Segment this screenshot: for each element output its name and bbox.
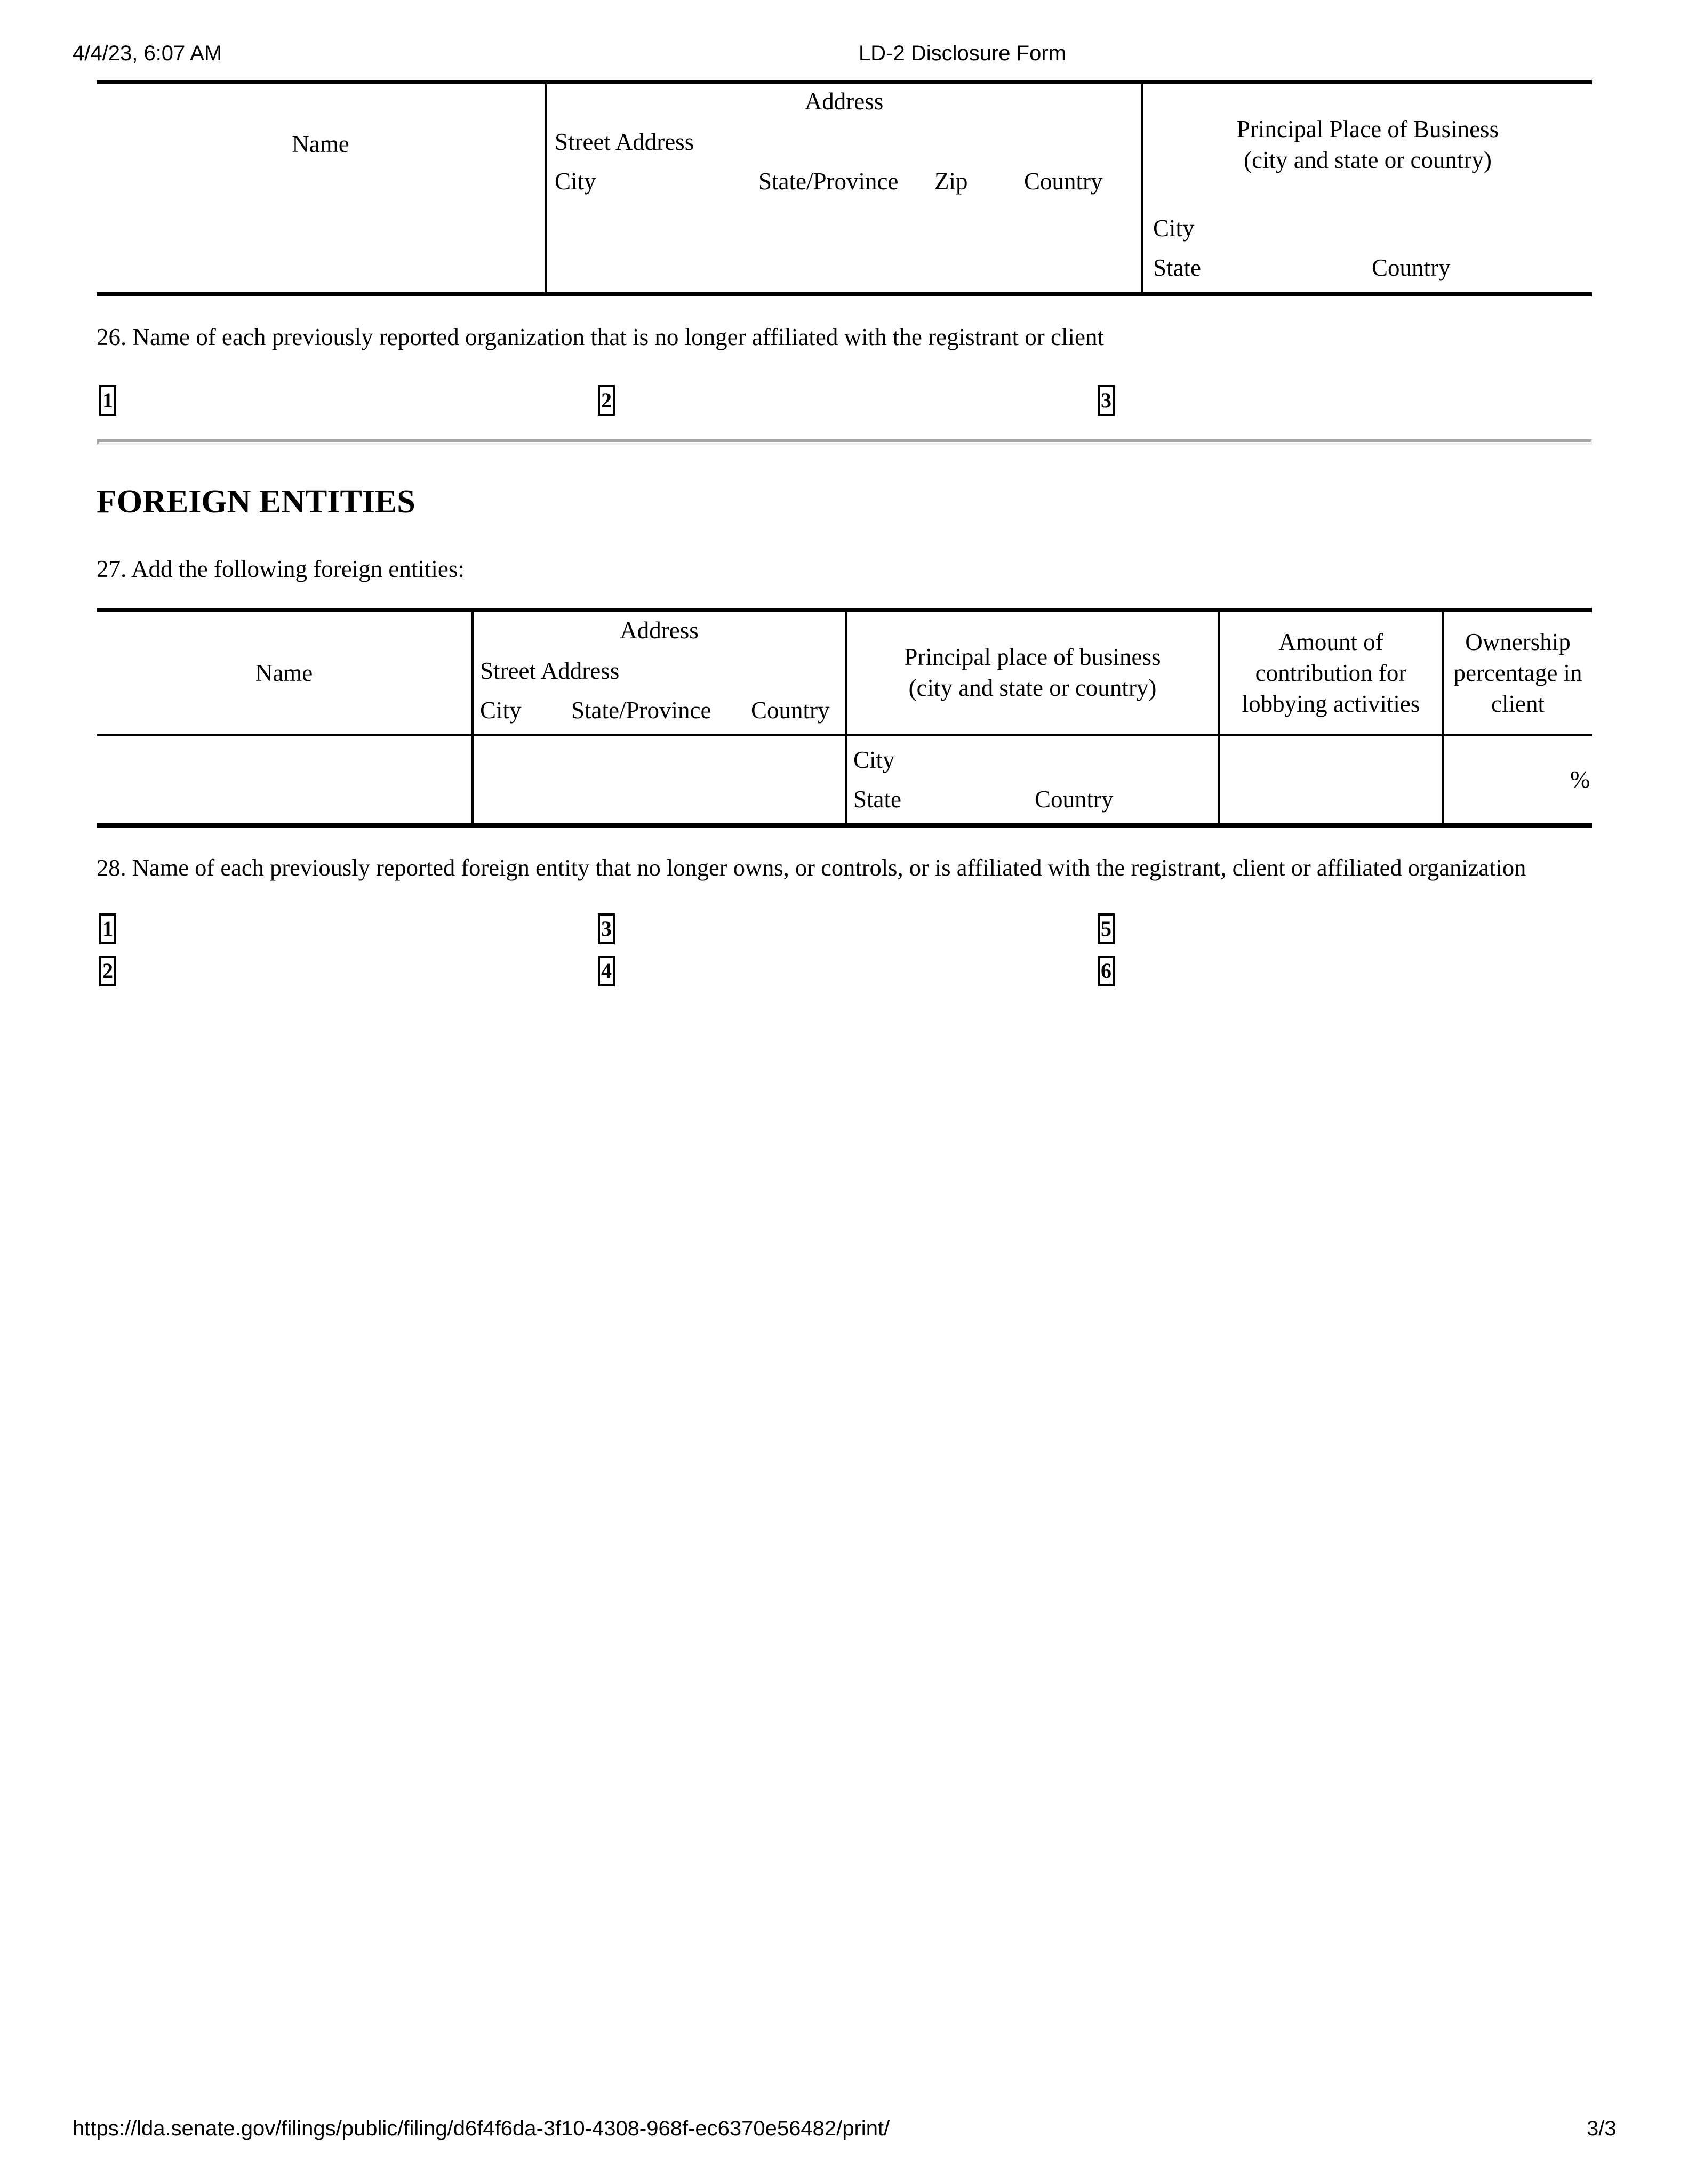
page-number: 3/3 bbox=[1587, 2117, 1617, 2140]
fe-col-street-address: Street Address bbox=[480, 657, 620, 684]
fe-col-amount-line2: contribution for bbox=[1255, 660, 1407, 686]
col-name: Name bbox=[292, 131, 349, 157]
fe-row-country-label: Country bbox=[1035, 786, 1114, 813]
fe-col-country: Country bbox=[751, 697, 830, 724]
col-ppb-line1: Principal Place of Business bbox=[1236, 116, 1499, 142]
fe-col-name: Name bbox=[255, 660, 313, 686]
fe-col-ownership-line1: Ownership bbox=[1465, 629, 1571, 655]
fe-col-ownership-line3: client bbox=[1491, 690, 1545, 717]
col-address: Address bbox=[804, 88, 884, 115]
q26-box-2: 2 bbox=[598, 385, 615, 416]
fe-col-ppb-line2: (city and state or country) bbox=[908, 675, 1157, 701]
ppb-state-label: State bbox=[1153, 254, 1201, 281]
section-title-foreign-entities: FOREIGN ENTITIES bbox=[97, 484, 415, 520]
print-title: LD-2 Disclosure Form bbox=[859, 42, 1066, 65]
print-url: https://lda.senate.gov/filings/public/filing/d6f4f6da-3f10-4308-968f-ec6370e56482/print/ bbox=[73, 2117, 890, 2140]
q26-box-1: 1 bbox=[99, 385, 116, 416]
col-street-address: Street Address bbox=[555, 129, 694, 155]
col-state-province: State/Province bbox=[758, 168, 899, 195]
fe-col-amount-line1: Amount of bbox=[1278, 629, 1383, 655]
q28-box-3: 3 bbox=[598, 913, 615, 944]
fe-col-ppb-line1: Principal place of business bbox=[904, 644, 1161, 670]
section-divider bbox=[97, 439, 1592, 445]
q28-box-6: 6 bbox=[1098, 956, 1115, 986]
q26-text: 26. Name of each previously reported organization that is no longer affiliated with the registrant or client bbox=[97, 324, 1104, 350]
fe-col-address: Address bbox=[620, 617, 699, 644]
fe-col-ownership-line2: percentage in bbox=[1453, 660, 1582, 686]
col-city: City bbox=[555, 168, 596, 195]
q28-box-5: 5 bbox=[1098, 913, 1115, 944]
col-ppb-line2: (city and state or country) bbox=[1244, 147, 1492, 173]
fe-row-percent: % bbox=[1570, 766, 1590, 793]
print-datetime: 4/4/23, 6:07 AM bbox=[73, 42, 222, 65]
q26-box-3: 3 bbox=[1098, 385, 1115, 416]
q28-text: 28. Name of each previously reported foreign entity that no longer owns, or controls, or is affiliated with the registrant, client or affiliated organization bbox=[97, 854, 1526, 881]
q27-text: 27. Add the following foreign entities: bbox=[97, 556, 465, 582]
q28-box-4: 4 bbox=[598, 956, 615, 986]
ppb-country-label: Country bbox=[1372, 254, 1451, 281]
fe-row-city-label: City bbox=[853, 746, 895, 773]
fe-row-state-label: State bbox=[853, 786, 901, 813]
fe-col-city: City bbox=[480, 697, 522, 724]
q28-box-2: 2 bbox=[99, 956, 116, 986]
fe-col-amount-line3: lobbying activities bbox=[1242, 690, 1420, 717]
ppb-city-label: City bbox=[1153, 215, 1195, 242]
q28-box-1: 1 bbox=[99, 913, 116, 944]
fe-col-state-province: State/Province bbox=[571, 697, 711, 724]
col-country: Country bbox=[1024, 168, 1103, 195]
col-zip: Zip bbox=[934, 168, 968, 195]
